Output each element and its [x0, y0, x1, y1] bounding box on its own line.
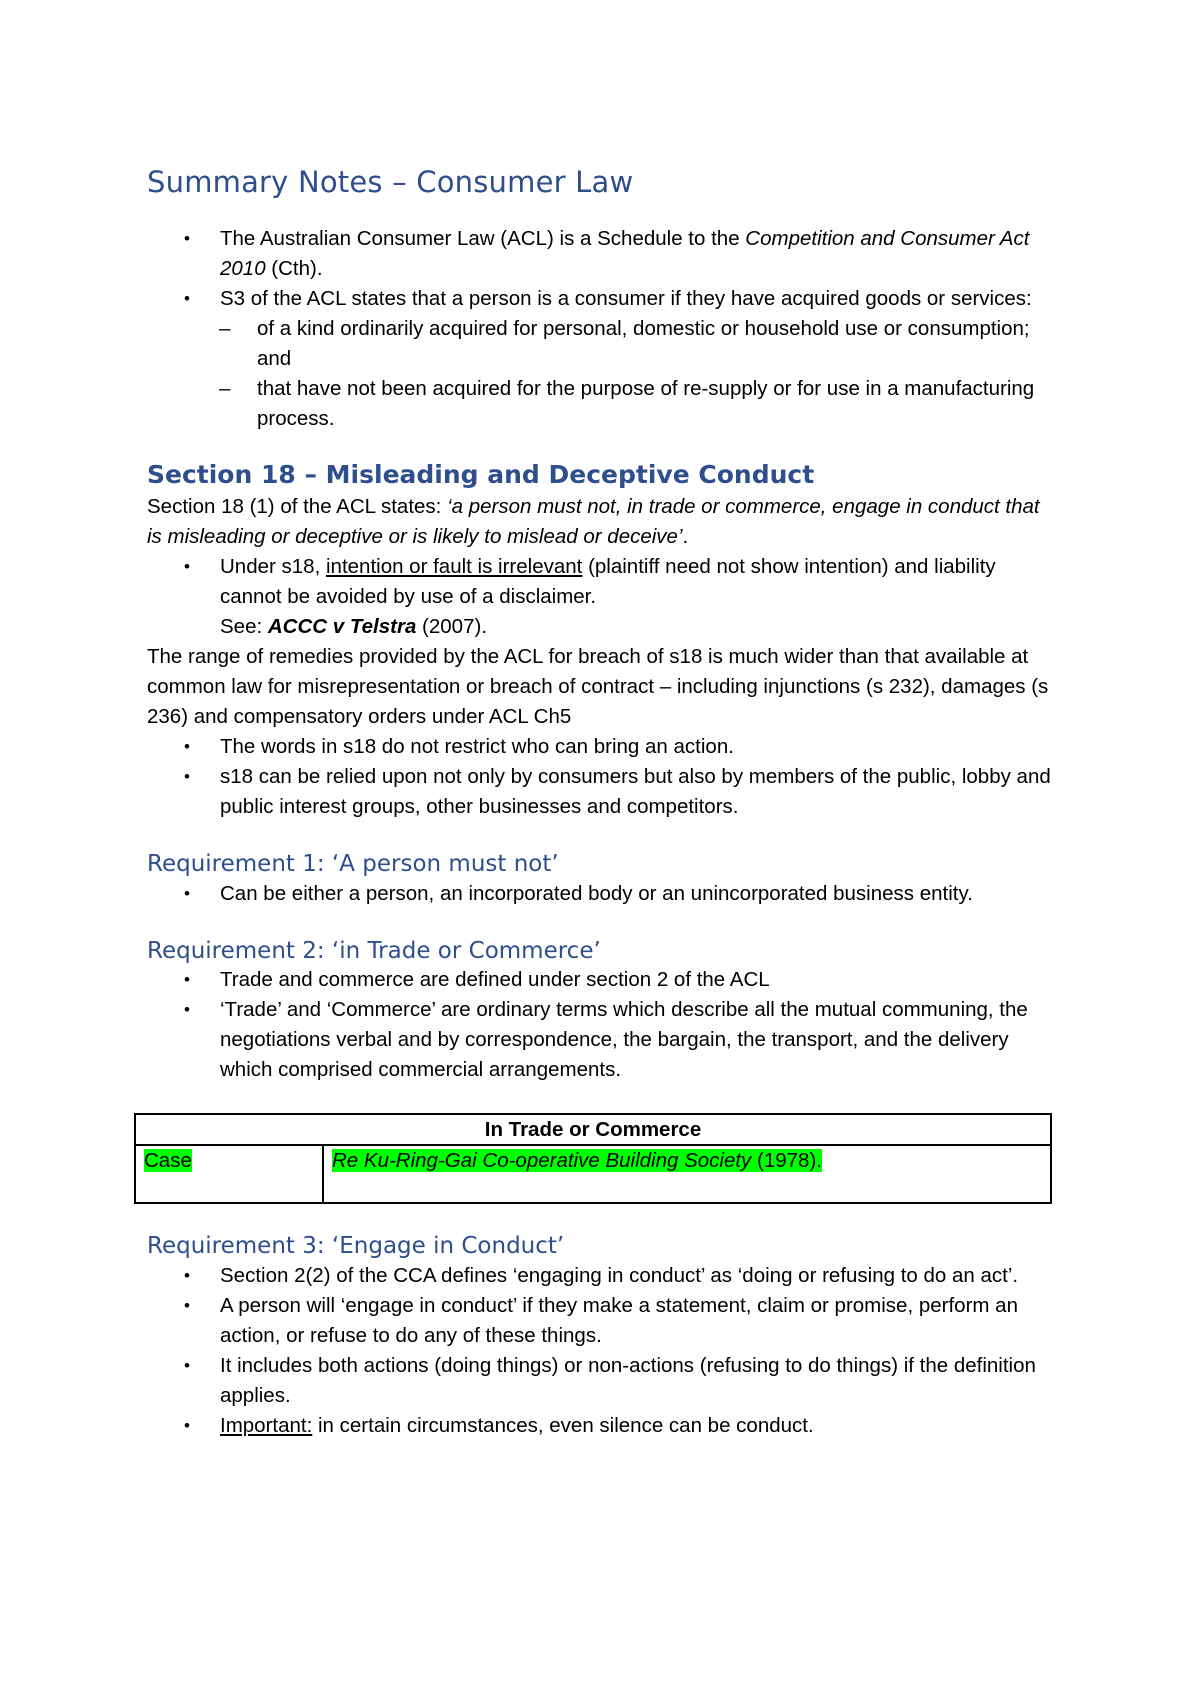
see-reference: See: ACCC v Telstra (2007). [220, 614, 488, 638]
list-item: • The Australian Consumer Law (ACL) is a Schedule to the Competition and Consumer Act 2010 (Cth). [220, 224, 1057, 284]
table-cell-case [323, 1145, 1051, 1203]
s18-list-1 [147, 552, 1057, 642]
table-cell-label [135, 1145, 323, 1203]
table-header: In Trade or Commerce [135, 1114, 1051, 1145]
list-item: • The words in s18 do not restrict who can bring an action. [220, 732, 1057, 762]
sub-list [220, 314, 1057, 434]
table-header-row [135, 1114, 1051, 1145]
req3-list [147, 1261, 1057, 1441]
list-item: • Important: in certain circumstances, even silence can be conduct. [220, 1411, 1057, 1441]
list-item: • Section 2(2) of the CCA defines ‘engaging in conduct’ as ‘doing or refusing to do an act’. [220, 1261, 1057, 1291]
list-item: • s18 can be relied upon not only by consumers but also by members of the public, lobby and public interest groups, other businesses and competitors. [220, 762, 1057, 822]
sub-list-item: – that have not been acquired for the purpose of re-supply or for use in a manufacturing process. [257, 374, 1057, 434]
requirement-2-heading: Requirement 2: ‘in Trade or Commerce’ [147, 937, 601, 964]
list-item: • Can be either a person, an incorporated body or an unincorporated business entity. [220, 879, 1057, 909]
trade-or-commerce-table [134, 1113, 1052, 1204]
list-item: • ‘Trade’ and ‘Commerce’ are ordinary terms which describe all the mutual communing, the negotiations verbal and by correspondence, the bargain, the transport, and the delivery which comprised commercial arrangements. [220, 995, 1057, 1085]
req2-list [147, 965, 1057, 1085]
intro-list [147, 224, 1057, 434]
section-18-heading: Section 18 – Misleading and Deceptive Conduct [147, 459, 815, 489]
sub-list-item: – of a kind ordinarily acquired for personal, domestic or household use or consumption; and [257, 314, 1057, 374]
document-body [144, 165, 1057, 1441]
list-item: • Trade and commerce are defined under section 2 of the ACL [220, 965, 1057, 995]
table-row [135, 1145, 1051, 1203]
list-item: • It includes both actions (doing things) or non-actions (refusing to do things) if the definition applies. [220, 1351, 1057, 1411]
case-label: Case [144, 1149, 192, 1173]
list-item: • A person will ‘engage in conduct’ if they make a statement, claim or promise, perform an action, or refuse to do any of these things. [220, 1291, 1057, 1351]
case-citation: Re Ku-Ring-Gai Co-operative Building Society (1978). [332, 1149, 822, 1173]
s18-quote-paragraph: Section 18 (1) of the ACL states: ‘a person must not, in trade or commerce, engage in conduct that is misleading or deceptive or is likely to mislead or deceive’. [147, 494, 1040, 548]
requirement-3-heading: Requirement 3: ‘Engage in Conduct’ [147, 1233, 565, 1260]
s18-list-2 [147, 732, 1057, 822]
page-title: Summary Notes – Consumer Law [147, 165, 634, 199]
list-item: • S3 of the ACL states that a person is a consumer if they have acquired goods or services: – of a kind ordinarily acquired for personal, domestic or household use or consumption; and – that have not been acquired for the purpose of re-supply or for use in a manufacturing process. [220, 284, 1057, 434]
requirement-1-heading: Requirement 1: ‘A person must not’ [147, 850, 559, 877]
req1-list [147, 879, 1057, 909]
list-item: • Under s18, intention or fault is irrelevant (plaintiff need not show intention) and liability cannot be avoided by use of a disclaimer. See: ACCC v Telstra (2007). [220, 552, 1057, 642]
s18-remedies-paragraph: The range of remedies provided by the ACL for breach of s18 is much wider than that available at common law for misrepresentation or breach of contract – including injunctions (s 232), damages (s 236) and compensatory orders under ACL Ch5 [147, 644, 1049, 728]
